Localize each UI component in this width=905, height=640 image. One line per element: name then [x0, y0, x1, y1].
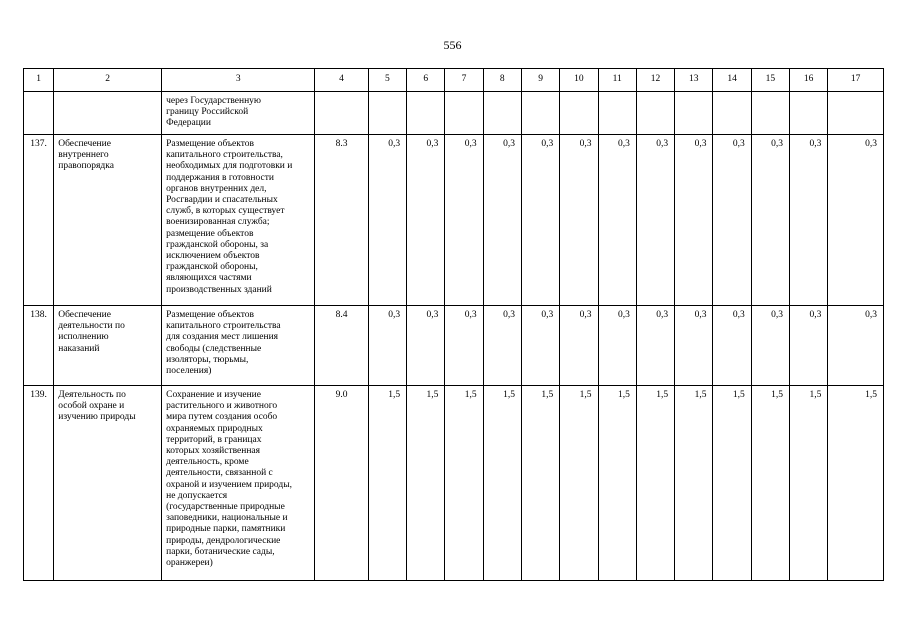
text-line: исключением объектов	[166, 251, 260, 262]
column-header: 11	[598, 69, 636, 92]
text-line: изоляторы, тюрьмы,	[166, 354, 249, 365]
text-line: парки, ботанические сады,	[166, 546, 275, 557]
coefficient-value: 0,3	[445, 135, 483, 306]
text-line: наказаний	[58, 343, 100, 354]
use-type-description	[162, 306, 315, 386]
coefficient-value: 0,3	[560, 306, 598, 386]
coefficient-value: 1,5	[675, 386, 713, 581]
text-line: поселения)	[166, 366, 212, 377]
empty-cell	[445, 92, 483, 135]
table-row	[24, 306, 884, 386]
use-type-code: 9.0	[315, 386, 368, 581]
coefficient-value: 0,3	[407, 135, 445, 306]
coefficient-value: 0,3	[751, 306, 789, 386]
column-header: 6	[407, 69, 445, 92]
empty-cell	[560, 92, 598, 135]
empty-cell	[828, 92, 884, 135]
text-line: служб, в которых существует	[166, 206, 285, 217]
column-header: 2	[54, 69, 162, 92]
coefficient-value: 0,3	[407, 306, 445, 386]
text-line: (государственные природные	[166, 502, 285, 513]
text-line: гражданской обороны, за	[166, 239, 269, 250]
coefficient-value: 1,5	[445, 386, 483, 581]
column-header: 17	[828, 69, 884, 92]
text-line: Размещение объектов	[166, 139, 254, 149]
use-type-code: 8.3	[315, 135, 368, 306]
empty-cell	[675, 92, 713, 135]
coefficient-value: 1,5	[751, 386, 789, 581]
text-line: производственных зданий	[166, 284, 272, 295]
continuation-row	[24, 92, 884, 135]
coefficient-value: 1,5	[713, 386, 751, 581]
column-header: 15	[751, 69, 789, 92]
text-line: не допускается	[166, 490, 228, 501]
text-line: деятельности, связанной с	[166, 468, 273, 479]
text-line: размещение объектов	[166, 228, 254, 239]
empty-cell	[790, 92, 828, 135]
use-type-code: 8.4	[315, 306, 368, 386]
coefficient-value: 0,3	[560, 135, 598, 306]
text-line: через Государственную	[166, 96, 262, 106]
empty-cell	[315, 92, 368, 135]
text-line: капитального строительства	[166, 321, 281, 332]
use-type-description	[162, 386, 315, 581]
empty-cell	[521, 92, 559, 135]
table-row	[24, 386, 884, 581]
coefficient-value: 0,3	[598, 135, 636, 306]
column-header: 3	[162, 69, 315, 92]
column-header: 12	[636, 69, 674, 92]
empty-cell	[483, 92, 521, 135]
column-number-row	[24, 69, 884, 92]
use-type-description	[162, 135, 315, 306]
empty-cell	[368, 92, 406, 135]
use-type-name	[54, 386, 162, 581]
row-number: 138.	[24, 306, 54, 386]
coefficient-value: 1,5	[828, 386, 884, 581]
empty-cell	[54, 92, 162, 135]
text-line: для создания мест лишения	[166, 332, 279, 343]
text-line: правопорядка	[58, 161, 114, 172]
text-line: Деятельность по	[58, 390, 126, 400]
coefficient-value: 0,3	[483, 306, 521, 386]
text-line: поддержания в готовности	[166, 172, 274, 183]
coefficient-value: 1,5	[598, 386, 636, 581]
coefficient-value: 0,3	[445, 306, 483, 386]
text-line: границу Российской	[166, 107, 249, 118]
column-header: 8	[483, 69, 521, 92]
row-number: 139.	[24, 386, 54, 581]
text-line: Обеспечение	[58, 310, 111, 320]
coefficient-value: 0,3	[636, 135, 674, 306]
page-number: 556	[443, 38, 462, 52]
coefficient-value: 0,3	[828, 306, 884, 386]
column-header: 1	[24, 69, 54, 92]
use-type-name	[54, 306, 162, 386]
empty-cell	[751, 92, 789, 135]
coefficient-value: 0,3	[598, 306, 636, 386]
text-line: органов внутренних дел,	[166, 183, 267, 194]
coefficient-value: 1,5	[368, 386, 406, 581]
text-line: растительного и животного	[166, 401, 278, 412]
coefficient-value: 0,3	[368, 135, 406, 306]
column-header: 7	[445, 69, 483, 92]
text-line: исполнению	[58, 332, 109, 343]
text-line: Обеспечение	[58, 139, 111, 149]
coefficient-value: 0,3	[368, 306, 406, 386]
text-line: Размещение объектов	[166, 310, 254, 320]
coefficient-value: 1,5	[560, 386, 598, 581]
column-header: 13	[675, 69, 713, 92]
coefficient-value: 0,3	[521, 135, 559, 306]
text-line: территорий, в границах	[166, 434, 262, 445]
row-number: 137.	[24, 135, 54, 306]
text-line: капитального строительства,	[166, 150, 283, 161]
coefficient-value: 0,3	[713, 306, 751, 386]
coefficient-value: 0,3	[675, 306, 713, 386]
coefficient-value: 1,5	[521, 386, 559, 581]
column-header: 4	[315, 69, 368, 92]
coefficient-value: 0,3	[675, 135, 713, 306]
empty-cell	[407, 92, 445, 135]
coefficient-value: 1,5	[636, 386, 674, 581]
text-line: которых хозяйственная	[166, 446, 261, 457]
text-line: мира путем создания особо	[166, 412, 278, 423]
text-line: гражданской обороны,	[166, 262, 258, 273]
land-use-table	[23, 68, 884, 581]
text-line: являющихся частями	[166, 273, 252, 284]
column-header: 10	[560, 69, 598, 92]
column-header: 16	[790, 69, 828, 92]
text-line: деятельности по	[58, 321, 125, 332]
column-header: 9	[521, 69, 559, 92]
coefficient-value: 0,3	[790, 306, 828, 386]
text-line: особой охране и	[58, 401, 125, 412]
column-header: 14	[713, 69, 751, 92]
text-line: заповедники, национальные и	[166, 513, 288, 524]
coefficient-value: 1,5	[407, 386, 445, 581]
column-header: 5	[368, 69, 406, 92]
text-line: необходимых для подготовки и	[166, 161, 293, 172]
continuation-description	[162, 92, 315, 135]
empty-cell	[713, 92, 751, 135]
coefficient-value: 0,3	[636, 306, 674, 386]
coefficient-value: 1,5	[790, 386, 828, 581]
coefficient-value: 0,3	[713, 135, 751, 306]
text-line: военизированная служба;	[166, 217, 270, 228]
coefficient-value: 0,3	[751, 135, 789, 306]
empty-cell	[24, 92, 54, 135]
coefficient-value: 0,3	[483, 135, 521, 306]
text-line: Федерации	[166, 118, 211, 129]
text-line: природы, дендрологические	[166, 535, 281, 546]
text-line: природные парки, памятники	[166, 524, 286, 535]
text-line: внутреннего	[58, 150, 109, 161]
text-line: деятельность, кроме	[166, 457, 249, 468]
text-line: изучению природы	[58, 412, 136, 423]
text-line: свободы (следственные	[166, 343, 262, 354]
text-line: Сохранение и изучение	[166, 390, 261, 400]
coefficient-value: 0,3	[521, 306, 559, 386]
text-line: охраной и изучением природы,	[166, 479, 292, 490]
text-line: оранжереи)	[166, 558, 213, 569]
text-line: охраняемых природных	[166, 423, 263, 434]
table-row	[24, 135, 884, 306]
empty-cell	[636, 92, 674, 135]
text-line: Росгвардии и спасательных	[166, 195, 278, 206]
coefficient-value: 0,3	[790, 135, 828, 306]
coefficient-value: 1,5	[483, 386, 521, 581]
use-type-name	[54, 135, 162, 306]
empty-cell	[598, 92, 636, 135]
coefficient-value: 0,3	[828, 135, 884, 306]
